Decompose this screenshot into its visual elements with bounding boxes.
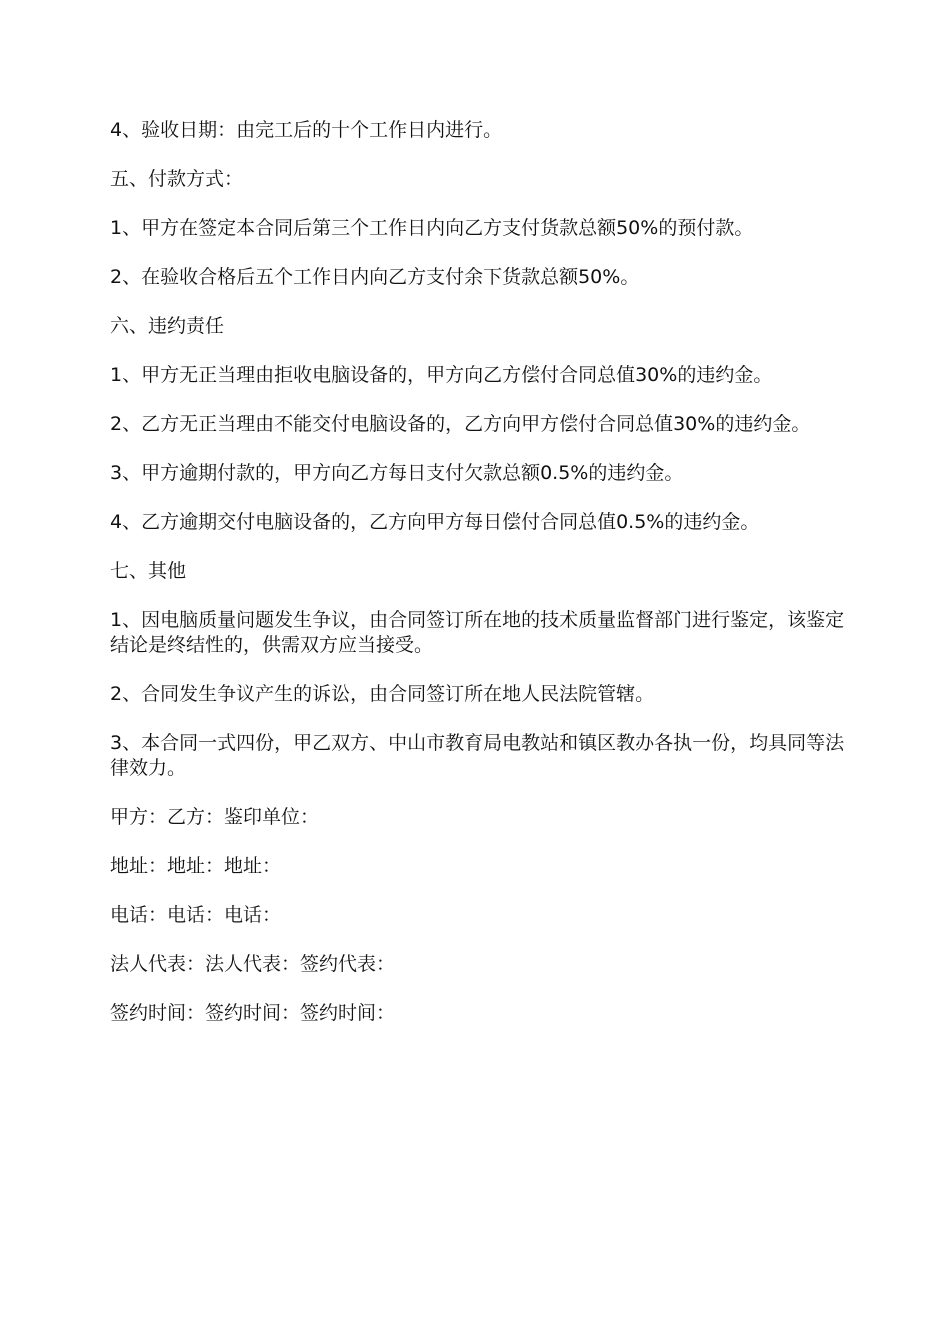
signature-representatives: 法人代表：法人代表：签约代表： bbox=[110, 953, 396, 975]
section-heading-liability: 六、违约责任 bbox=[110, 315, 225, 337]
document-body bbox=[110, 118, 850, 1050]
clause-prepayment: 1、甲方在签定本合同后第三个工作日内向乙方支付货款总额50%的预付款。 bbox=[110, 217, 754, 239]
clause-balance-payment: 2、在验收合格后五个工作日内向乙方支付余下货款总额50%。 bbox=[110, 266, 640, 288]
signature-addresses: 地址：地址：地址： bbox=[110, 855, 282, 877]
signature-phones: 电话：电话：电话： bbox=[110, 904, 282, 926]
clause-party-b-nondelivery: 2、乙方无正当理由不能交付电脑设备的，乙方向甲方偿付合同总值30%的违约金。 bbox=[110, 413, 811, 435]
section-heading-payment: 五、付款方式： bbox=[110, 168, 244, 190]
clause-party-a-refusal: 1、甲方无正当理由拒收电脑设备的，甲方向乙方偿付合同总值30%的违约金。 bbox=[110, 364, 773, 386]
signature-parties: 甲方：乙方：鉴印单位： bbox=[110, 806, 320, 828]
clause-acceptance-date: 4、验收日期：由完工后的十个工作日内进行。 bbox=[110, 119, 503, 141]
signature-dates: 签约时间：签约时间：签约时间： bbox=[110, 1002, 396, 1024]
clause-copies: 3、本合同一式四份，甲乙双方、中山市教育局电教站和镇区教办各执一份，均具同等法律效力。 bbox=[110, 732, 845, 779]
clause-late-payment: 3、甲方逾期付款的，甲方向乙方每日支付欠款总额0.5%的违约金。 bbox=[110, 462, 684, 484]
clause-late-delivery: 4、乙方逾期交付电脑设备的，乙方向甲方每日偿付合同总值0.5%的违约金。 bbox=[110, 511, 760, 533]
section-heading-other: 七、其他 bbox=[110, 560, 187, 582]
clause-quality-dispute: 1、因电脑质量问题发生争议，由合同签订所在地的技术质量监督部门进行鉴定，该鉴定结论是终结性的，供需双方应当接受。 bbox=[110, 609, 845, 656]
clause-litigation: 2、合同发生争议产生的诉讼，由合同签订所在地人民法院管辖。 bbox=[110, 683, 655, 705]
